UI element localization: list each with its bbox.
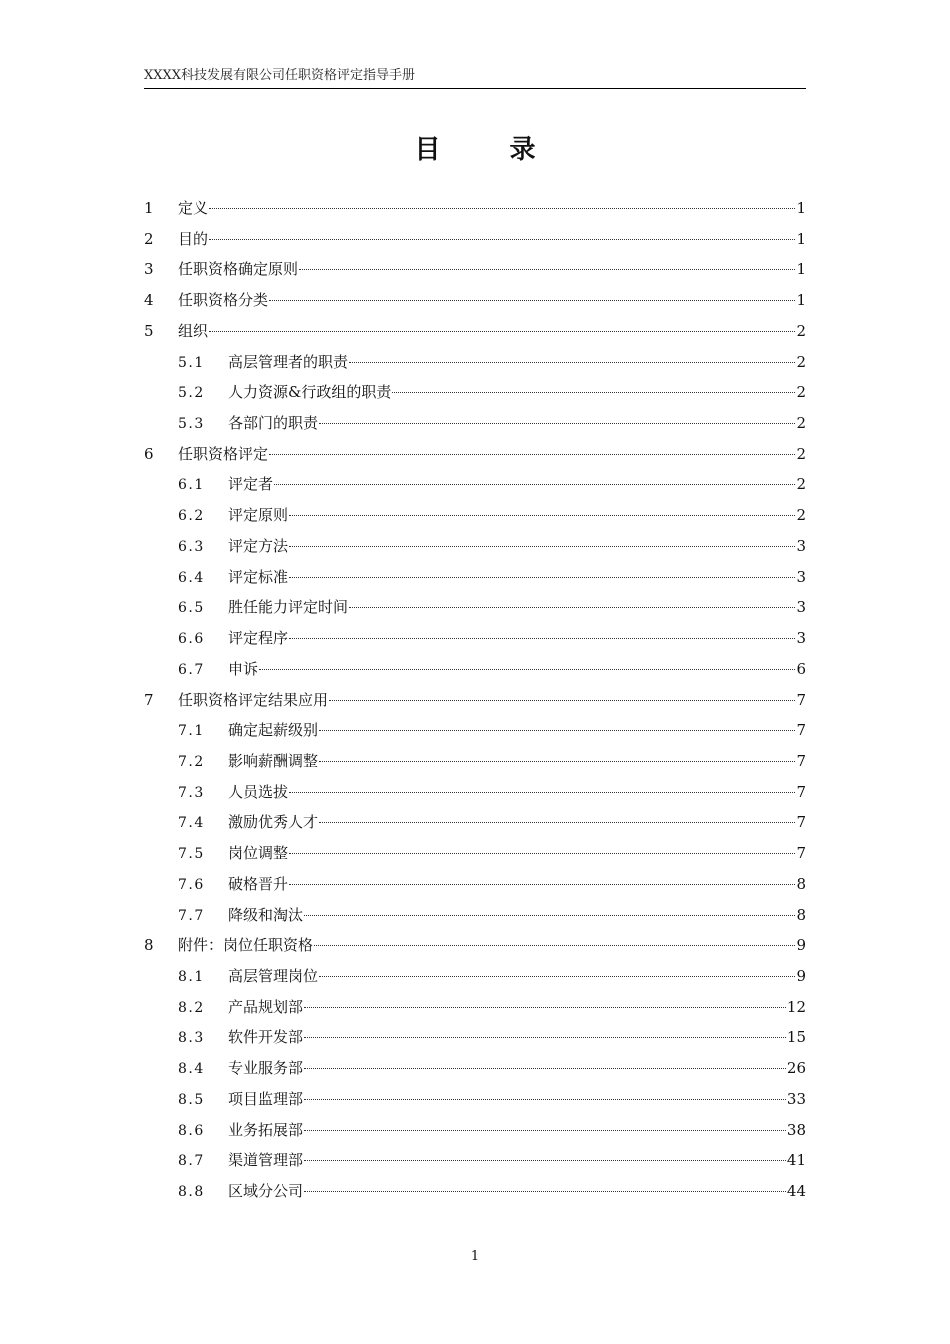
toc-entry-title: 评定者 (228, 475, 274, 494)
toc-entry-title: 任职资格评定结果应用 (178, 690, 329, 709)
toc-entry-number: 8.5 (178, 1091, 205, 1108)
toc-entry-page: 6 (796, 659, 806, 678)
toc-entry[interactable] (144, 1115, 806, 1146)
toc-entry[interactable] (144, 838, 806, 869)
toc-entry-title: 区域分公司 (228, 1182, 304, 1200)
toc-dot-leader (304, 1037, 786, 1038)
toc-entry-number: 7.1 (178, 723, 205, 740)
toc-entry-title: 评定程序 (228, 629, 289, 648)
toc-entry[interactable] (144, 377, 806, 408)
toc-entry-page: 7 (796, 813, 806, 832)
toc-entry-number: 2 (144, 229, 154, 248)
toc-entry-page: 2 (796, 506, 806, 525)
toc-entry[interactable] (144, 961, 806, 992)
toc-dot-leader (329, 700, 795, 701)
toc-dot-leader (304, 915, 795, 916)
toc-dot-leader (304, 1130, 786, 1131)
toc-entry[interactable] (144, 900, 806, 931)
toc-entry-page: 15 (786, 1028, 806, 1047)
toc-entry-page: 9 (796, 936, 806, 955)
toc-entry-number: 7.5 (178, 846, 205, 863)
toc-dot-leader (299, 269, 795, 270)
toc-entry-number: 8.8 (178, 1184, 205, 1200)
toc-entry-title: 高层管理岗位 (228, 966, 319, 985)
toc-entry-page: 3 (796, 567, 806, 586)
toc-entry-title: 渠道管理部 (228, 1151, 304, 1170)
toc-entry-title: 评定标准 (228, 567, 289, 586)
toc-entry[interactable] (144, 439, 806, 470)
toc-entry-page: 38 (786, 1120, 806, 1139)
toc-entry[interactable] (144, 531, 806, 562)
toc-entry-page: 7 (796, 782, 806, 801)
toc-entry-number: 6.4 (178, 569, 205, 586)
toc-dot-leader (349, 362, 795, 363)
toc-entry-number: 7.3 (178, 784, 205, 801)
toc-dot-leader (274, 484, 795, 485)
running-header: XXXX科技发展有限公司任职资格评定指导手册 (144, 66, 806, 89)
toc-dot-leader (304, 1007, 786, 1008)
toc-entry-page: 3 (796, 629, 806, 648)
toc-entry-page: 12 (786, 997, 806, 1016)
toc-entry[interactable] (144, 869, 806, 900)
toc-entry-number: 6.2 (178, 508, 205, 525)
toc-entry[interactable] (144, 1145, 806, 1176)
toc-entry-number: 5.2 (178, 385, 205, 402)
toc-entry[interactable] (144, 992, 806, 1023)
toc-entry[interactable] (144, 715, 806, 746)
toc-entry-number: 6.7 (178, 661, 205, 678)
toc-entry-number: 8.4 (178, 1061, 205, 1078)
toc-entry-number: 7.7 (178, 907, 205, 924)
toc-entry-page: 1 (796, 291, 806, 310)
toc-entry-page: 7 (796, 751, 806, 770)
toc-entry[interactable] (144, 316, 806, 347)
toc-entry-number: 6.3 (178, 538, 205, 555)
toc-entry[interactable] (144, 654, 806, 685)
table-of-contents (144, 193, 806, 1207)
toc-dot-leader (259, 669, 795, 670)
toc-entry-title: 申诉 (228, 659, 259, 678)
toc-entry[interactable] (144, 254, 806, 285)
toc-entry[interactable] (144, 224, 806, 255)
toc-entry-title: 人力资源&行政组的职责 (228, 383, 392, 402)
toc-entry-number: 8.1 (178, 968, 205, 985)
toc-entry[interactable] (144, 777, 806, 808)
toc-entry-title: 附件：岗位任职资格 (178, 936, 314, 955)
toc-entry-title: 激励优秀人才 (228, 813, 319, 832)
toc-dot-leader (319, 730, 795, 731)
toc-entry-title: 各部门的职责 (228, 414, 319, 433)
toc-dot-leader (289, 577, 795, 578)
toc-dot-leader (304, 1068, 786, 1069)
page-number: 1 (470, 1249, 480, 1264)
toc-entry-page: 9 (796, 966, 806, 985)
toc-entry[interactable] (144, 1176, 806, 1207)
toc-entry-number: 7 (144, 690, 154, 709)
toc-entry-page: 2 (796, 352, 806, 371)
toc-entry-number: 8.3 (178, 1030, 205, 1047)
toc-entry-number: 4 (144, 291, 154, 310)
toc-entry-number: 6.5 (178, 600, 205, 617)
toc-entry-number: 6.6 (178, 631, 205, 648)
toc-entry-page: 1 (796, 229, 806, 248)
toc-entry-title: 任职资格分类 (178, 291, 269, 310)
toc-entry[interactable] (144, 1022, 806, 1053)
toc-entry-title: 评定方法 (228, 536, 289, 555)
toc-entry-title: 胜任能力评定时间 (228, 598, 349, 617)
toc-entry-number: 5.1 (178, 354, 205, 371)
toc-dot-leader (209, 208, 795, 209)
toc-entry-number: 6.1 (178, 477, 205, 494)
toc-entry-page: 2 (796, 414, 806, 433)
toc-entry[interactable] (144, 592, 806, 623)
toc-entry-title: 人员选拔 (228, 782, 289, 801)
toc-entry-title: 定义 (178, 199, 209, 217)
toc-entry[interactable] (144, 930, 806, 961)
toc-entry-title: 破格晋升 (228, 874, 289, 893)
toc-entry-page: 1 (796, 199, 806, 217)
toc-entry-page: 33 (786, 1089, 806, 1108)
toc-entry-number: 1 (144, 199, 154, 217)
toc-dot-leader (289, 853, 795, 854)
toc-dot-leader (289, 546, 795, 547)
toc-dot-leader (289, 884, 795, 885)
toc-entry-title: 任职资格评定 (178, 444, 269, 463)
toc-entry-number: 6 (144, 444, 154, 463)
toc-entry-number: 5 (144, 321, 154, 340)
toc-entry-title: 降级和淘汰 (228, 905, 304, 924)
toc-dot-leader (319, 822, 795, 823)
toc-entry-title: 确定起薪级别 (228, 721, 319, 740)
toc-entry-page: 1 (796, 260, 806, 279)
toc-entry-number: 8 (144, 936, 154, 955)
toc-dot-leader (209, 331, 795, 332)
toc-entry-number: 8.6 (178, 1122, 205, 1139)
toc-entry-number: 7.6 (178, 876, 205, 893)
toc-dot-leader (319, 976, 795, 977)
toc-dot-leader (289, 792, 795, 793)
toc-entry-number: 7.4 (178, 815, 205, 832)
toc-entry-title: 高层管理者的职责 (228, 352, 349, 371)
toc-entry-page: 2 (796, 321, 806, 340)
toc-entry-page: 2 (796, 475, 806, 494)
toc-entry-page: 8 (796, 874, 806, 893)
toc-dot-leader (289, 638, 795, 639)
toc-dot-leader (319, 761, 795, 762)
toc-dot-leader (304, 1191, 786, 1192)
toc-entry-number: 8.7 (178, 1153, 205, 1170)
toc-entry[interactable] (144, 685, 806, 716)
toc-entry-title: 业务拓展部 (228, 1120, 304, 1139)
toc-dot-leader (289, 515, 795, 516)
toc-dot-leader (269, 454, 795, 455)
toc-entry-page: 7 (796, 690, 806, 709)
toc-entry[interactable] (144, 193, 806, 224)
toc-entry-title: 任职资格确定原则 (178, 260, 299, 279)
toc-entry-number: 8.2 (178, 999, 205, 1016)
toc-title: 目 录 (414, 135, 566, 165)
toc-entry-page: 2 (796, 444, 806, 463)
toc-entry-page: 7 (796, 721, 806, 740)
toc-entry-page: 26 (786, 1059, 806, 1078)
toc-entry-page: 44 (786, 1182, 806, 1200)
toc-entry-title: 软件开发部 (228, 1028, 304, 1047)
toc-dot-leader (392, 392, 795, 393)
toc-entry-page: 41 (786, 1151, 806, 1170)
toc-entry[interactable] (144, 807, 806, 838)
toc-entry[interactable] (144, 623, 806, 654)
toc-entry-page: 3 (796, 598, 806, 617)
toc-entry[interactable] (144, 562, 806, 593)
toc-entry-title: 目的 (178, 229, 209, 248)
toc-dot-leader (304, 1160, 786, 1161)
toc-dot-leader (319, 423, 795, 424)
toc-entry[interactable] (144, 500, 806, 531)
toc-entry-page: 2 (796, 383, 806, 402)
toc-entry-page: 7 (796, 844, 806, 863)
toc-entry[interactable] (144, 1053, 806, 1084)
toc-entry-title: 产品规划部 (228, 997, 304, 1016)
toc-entry[interactable] (144, 285, 806, 316)
toc-dot-leader (209, 239, 795, 240)
toc-entry-title: 影响薪酬调整 (228, 751, 319, 770)
toc-entry[interactable] (144, 746, 806, 777)
toc-entry[interactable] (144, 469, 806, 500)
toc-entry[interactable] (144, 347, 806, 378)
toc-dot-leader (269, 300, 795, 301)
toc-dot-leader (304, 1099, 786, 1100)
toc-entry-title: 评定原则 (228, 506, 289, 525)
toc-entry-number: 3 (144, 260, 154, 279)
toc-entry-title: 项目监理部 (228, 1089, 304, 1108)
toc-entry-page: 3 (796, 536, 806, 555)
toc-entry-title: 专业服务部 (228, 1059, 304, 1078)
toc-entry[interactable] (144, 408, 806, 439)
toc-entry-title: 组织 (178, 321, 209, 340)
toc-entry-page: 8 (796, 905, 806, 924)
toc-dot-leader (314, 945, 795, 946)
toc-entry-number: 7.2 (178, 753, 205, 770)
toc-dot-leader (349, 607, 795, 608)
toc-entry-title: 岗位调整 (228, 844, 289, 863)
toc-entry-number: 5.3 (178, 416, 205, 433)
toc-entry[interactable] (144, 1084, 806, 1115)
